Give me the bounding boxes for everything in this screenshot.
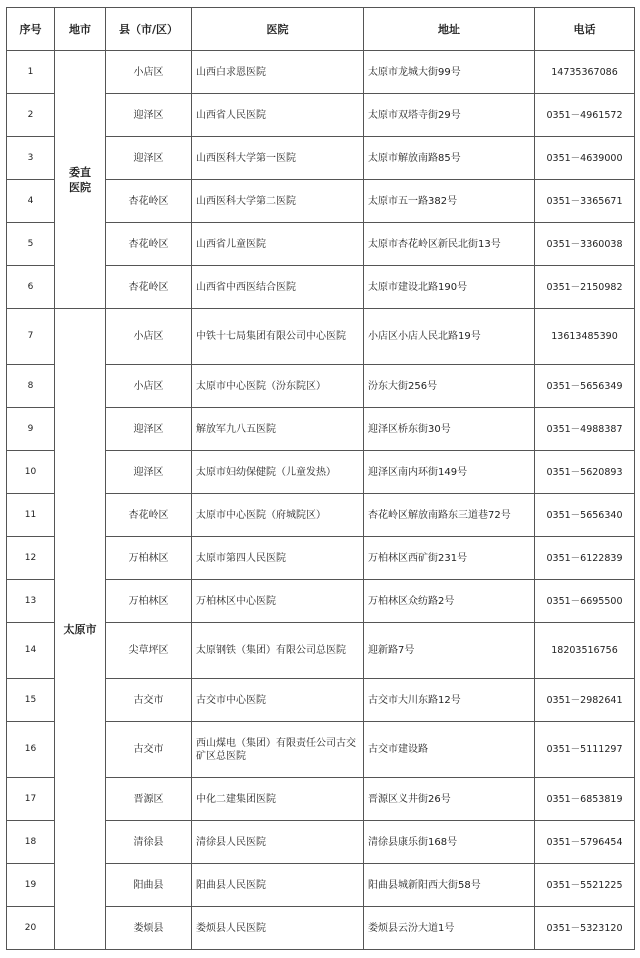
header-phone: 电话 [535, 8, 635, 51]
hospital-table [6, 7, 635, 950]
hospital-cell: 娄烦县人民医院 [192, 907, 364, 950]
phone-cell: 0351－5521225 [535, 864, 635, 907]
hospital-cell: 西山煤电（集团）有限责任公司古交矿区总医院 [192, 722, 364, 778]
row-number: 4 [7, 180, 55, 223]
hospital-cell: 太原市第四人民医院 [192, 537, 364, 580]
header-county: 县（市/区） [106, 8, 192, 51]
hospital-cell: 山西省中西医结合医院 [192, 266, 364, 309]
county-cell: 万柏林区 [106, 580, 192, 623]
row-number: 5 [7, 223, 55, 266]
row-number: 12 [7, 537, 55, 580]
address-cell: 太原市五一路382号 [364, 180, 535, 223]
county-cell: 阳曲县 [106, 864, 192, 907]
hospital-cell: 太原钢铁（集团）有限公司总医院 [192, 623, 364, 679]
header-city: 地市 [55, 8, 106, 51]
county-cell: 杏花岭区 [106, 223, 192, 266]
address-cell: 太原市解放南路85号 [364, 137, 535, 180]
hospital-cell: 山西医科大学第一医院 [192, 137, 364, 180]
county-cell: 古交市 [106, 722, 192, 778]
county-cell: 万柏林区 [106, 537, 192, 580]
address-cell: 迎泽区桥东街30号 [364, 408, 535, 451]
address-cell: 古交市大川东路12号 [364, 679, 535, 722]
row-number: 1 [7, 51, 55, 94]
phone-cell: 13613485390 [535, 309, 635, 365]
city-cell: 委直 医院 [55, 51, 106, 309]
hospital-cell: 古交市中心医院 [192, 679, 364, 722]
address-cell: 阳曲县城新阳西大街58号 [364, 864, 535, 907]
address-cell: 迎泽区南内环街149号 [364, 451, 535, 494]
hospital-cell: 山西白求恩医院 [192, 51, 364, 94]
table-body [7, 51, 635, 950]
hospital-cell: 清徐县人民医院 [192, 821, 364, 864]
address-cell: 晋源区义井街26号 [364, 778, 535, 821]
row-number: 15 [7, 679, 55, 722]
hospital-cell: 解放军九八五医院 [192, 408, 364, 451]
row-number: 2 [7, 94, 55, 137]
row-number: 17 [7, 778, 55, 821]
hospital-cell: 太原市中心医院（汾东院区） [192, 365, 364, 408]
header-seq: 序号 [7, 8, 55, 51]
phone-cell: 0351－3360038 [535, 223, 635, 266]
phone-cell: 0351－5656340 [535, 494, 635, 537]
county-cell: 迎泽区 [106, 94, 192, 137]
address-cell: 万柏林区西矿街231号 [364, 537, 535, 580]
row-number: 13 [7, 580, 55, 623]
county-cell: 迎泽区 [106, 137, 192, 180]
phone-cell: 14735367086 [535, 51, 635, 94]
row-number: 20 [7, 907, 55, 950]
county-cell: 杏花岭区 [106, 180, 192, 223]
county-cell: 杏花岭区 [106, 494, 192, 537]
address-cell: 万柏林区众纺路2号 [364, 580, 535, 623]
hospital-cell: 中铁十七局集团有限公司中心医院 [192, 309, 364, 365]
address-cell: 清徐县康乐街168号 [364, 821, 535, 864]
county-cell: 古交市 [106, 679, 192, 722]
address-cell: 古交市建设路 [364, 722, 535, 778]
county-cell: 小店区 [106, 365, 192, 408]
address-cell: 迎新路7号 [364, 623, 535, 679]
phone-cell: 0351－2982641 [535, 679, 635, 722]
hospital-cell: 山西省儿童医院 [192, 223, 364, 266]
county-cell: 杏花岭区 [106, 266, 192, 309]
county-cell: 晋源区 [106, 778, 192, 821]
header-address: 地址 [364, 8, 535, 51]
address-cell: 太原市建设北路190号 [364, 266, 535, 309]
county-cell: 小店区 [106, 309, 192, 365]
county-cell: 清徐县 [106, 821, 192, 864]
hospital-table-container [6, 7, 635, 950]
row-number: 10 [7, 451, 55, 494]
county-cell: 小店区 [106, 51, 192, 94]
hospital-cell: 万柏林区中心医院 [192, 580, 364, 623]
table-row [7, 309, 635, 365]
hospital-cell: 中化二建集团医院 [192, 778, 364, 821]
county-cell: 尖草坪区 [106, 623, 192, 679]
header-hospital: 医院 [192, 8, 364, 51]
row-number: 6 [7, 266, 55, 309]
phone-cell: 0351－5323120 [535, 907, 635, 950]
address-cell: 太原市双塔寺街29号 [364, 94, 535, 137]
hospital-cell: 山西医科大学第二医院 [192, 180, 364, 223]
address-cell: 太原市杏花岭区新民北街13号 [364, 223, 535, 266]
county-cell: 娄烦县 [106, 907, 192, 950]
row-number: 3 [7, 137, 55, 180]
phone-cell: 18203516756 [535, 623, 635, 679]
hospital-cell: 山西省人民医院 [192, 94, 364, 137]
row-number: 8 [7, 365, 55, 408]
phone-cell: 0351－5796454 [535, 821, 635, 864]
address-cell: 杏花岭区解放南路东三道巷72号 [364, 494, 535, 537]
phone-cell: 0351－5620893 [535, 451, 635, 494]
phone-cell: 0351－2150982 [535, 266, 635, 309]
address-cell: 娄烦县云汾大道1号 [364, 907, 535, 950]
hospital-cell: 太原市中心医院（府城院区） [192, 494, 364, 537]
city-cell: 太原市 [55, 309, 106, 950]
phone-cell: 0351－6853819 [535, 778, 635, 821]
row-number: 18 [7, 821, 55, 864]
address-cell: 汾东大街256号 [364, 365, 535, 408]
address-cell: 太原市龙城大街99号 [364, 51, 535, 94]
row-number: 19 [7, 864, 55, 907]
phone-cell: 0351－3365671 [535, 180, 635, 223]
row-number: 7 [7, 309, 55, 365]
county-cell: 迎泽区 [106, 451, 192, 494]
row-number: 9 [7, 408, 55, 451]
table-row [7, 51, 635, 94]
row-number: 11 [7, 494, 55, 537]
hospital-cell: 太原市妇幼保健院（儿童发热） [192, 451, 364, 494]
phone-cell: 0351－4988387 [535, 408, 635, 451]
phone-cell: 0351－5656349 [535, 365, 635, 408]
hospital-cell: 阳曲县人民医院 [192, 864, 364, 907]
phone-cell: 0351－5111297 [535, 722, 635, 778]
row-number: 16 [7, 722, 55, 778]
county-cell: 迎泽区 [106, 408, 192, 451]
row-number: 14 [7, 623, 55, 679]
phone-cell: 0351－6695500 [535, 580, 635, 623]
phone-cell: 0351－4639000 [535, 137, 635, 180]
table-header-row [7, 8, 635, 51]
address-cell: 小店区小店人民北路19号 [364, 309, 535, 365]
phone-cell: 0351－6122839 [535, 537, 635, 580]
phone-cell: 0351－4961572 [535, 94, 635, 137]
